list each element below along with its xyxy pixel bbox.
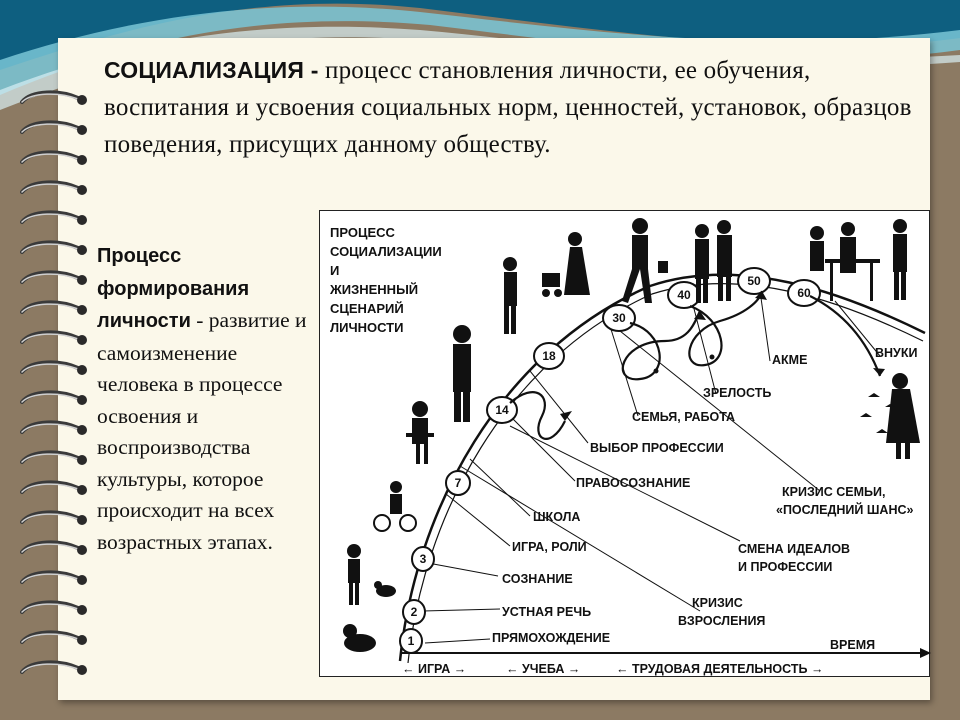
spiral-ring [20, 598, 92, 622]
spiral-ring [20, 88, 92, 112]
spiral-ring [20, 628, 92, 652]
crisis-label: «ПОСЛЕДНИЙ ШАНС» [776, 503, 914, 517]
stage-label: ИГРА, РОЛИ [512, 540, 587, 554]
age-marker: 60 [797, 286, 811, 300]
diagram-title-line: ЛИЧНОСТИ [330, 320, 404, 335]
crisis-label: И ПРОФЕССИИ [738, 560, 833, 574]
definition-text: процесс становления личности, ее обучения, воспитания и усвоения социальных норм, ценностей, установок, образцов поведения, присущих данному обществу. [104, 57, 912, 158]
spiral-ring [20, 388, 92, 412]
time-axis-arrow [920, 648, 931, 658]
stage-label: ЗРЕЛОСТЬ [703, 386, 772, 400]
spiral-ring [20, 178, 92, 202]
life-stage-silhouettes [343, 218, 920, 652]
spiral-ring [20, 208, 92, 232]
age-marker: 40 [677, 288, 691, 302]
spiral-ring [20, 568, 92, 592]
period-study: ← УЧЕБА → [506, 662, 581, 676]
personality-formation-paragraph [97, 240, 317, 558]
stage-label: СОЗНАНИЕ [502, 572, 573, 586]
age-marker: 3 [419, 552, 427, 566]
stage-label: УСТНАЯ РЕЧЬ [502, 605, 592, 619]
spiral-ring [20, 658, 92, 682]
period-work: ← ТРУДОВАЯ ДЕЯТЕЛЬНОСТЬ → [616, 662, 824, 676]
definition-term: СОЦИАЛИЗАЦИЯ - [104, 57, 319, 83]
diagram-title [329, 225, 442, 335]
spiral-ring [20, 478, 92, 502]
socialization-diagram [319, 210, 930, 677]
stage-label: ВНУКИ [875, 346, 918, 360]
spiral-ring [20, 238, 92, 262]
spiral-ring [20, 418, 92, 442]
spiral-ring [20, 328, 92, 352]
crisis-label: СМЕНА ИДЕАЛОВ [738, 542, 851, 556]
diagram-title-line: ПРОЦЕСС [330, 225, 395, 240]
spiral-ring [20, 268, 92, 292]
stage-leaders [423, 291, 880, 643]
diagram-title-line: И [330, 263, 340, 278]
age-marker: 18 [542, 349, 556, 363]
period-play: ← ИГРА → [402, 662, 467, 676]
spiral-ring [20, 508, 92, 532]
stage-label: ШКОЛА [533, 510, 581, 524]
spiral-ring [20, 448, 92, 472]
personality-formation-text: - развитие и самоизменение человека в процессе освоения и воспроизводства культуры, которое происходит на всех возрастных этапах. [97, 308, 307, 554]
spiral-ring [20, 538, 92, 562]
diagram-title-line: СЦЕНАРИЙ [330, 301, 404, 316]
stage-label: ПРЯМОХОЖДЕНИЕ [492, 631, 611, 645]
crisis-label: КРИЗИС СЕМЬИ, [782, 485, 886, 499]
personality-formation-term: Процесс формирования личности [97, 245, 250, 332]
diagram-title-line: ЖИЗНЕННЫЙ [330, 282, 419, 297]
age-marker: 7 [454, 476, 462, 490]
age-marker: 2 [410, 605, 418, 619]
spiral-ring [20, 298, 92, 322]
age-marker: 14 [495, 403, 509, 417]
spiral-ring [20, 118, 92, 142]
stage-label: ПРАВОСОЗНАНИЕ [576, 476, 691, 490]
time-label: ВРЕМЯ [830, 638, 876, 652]
crisis-label: КРИЗИС [692, 596, 743, 610]
diagram-title-line: СОЦИАЛИЗАЦИИ [330, 244, 442, 259]
spiral-ring [20, 358, 92, 382]
definition-paragraph [104, 52, 924, 163]
age-marker: 50 [747, 274, 761, 288]
stage-label: ВЫБОР ПРОФЕССИИ [590, 441, 724, 455]
crisis-label: ВЗРОСЛЕНИЯ [678, 614, 766, 628]
stage-label: АКМЕ [772, 353, 808, 367]
age-marker: 1 [407, 634, 415, 648]
stage-label: СЕМЬЯ, РАБОТА [632, 410, 736, 424]
age-marker: 30 [612, 311, 626, 325]
spiral-ring [20, 148, 92, 172]
